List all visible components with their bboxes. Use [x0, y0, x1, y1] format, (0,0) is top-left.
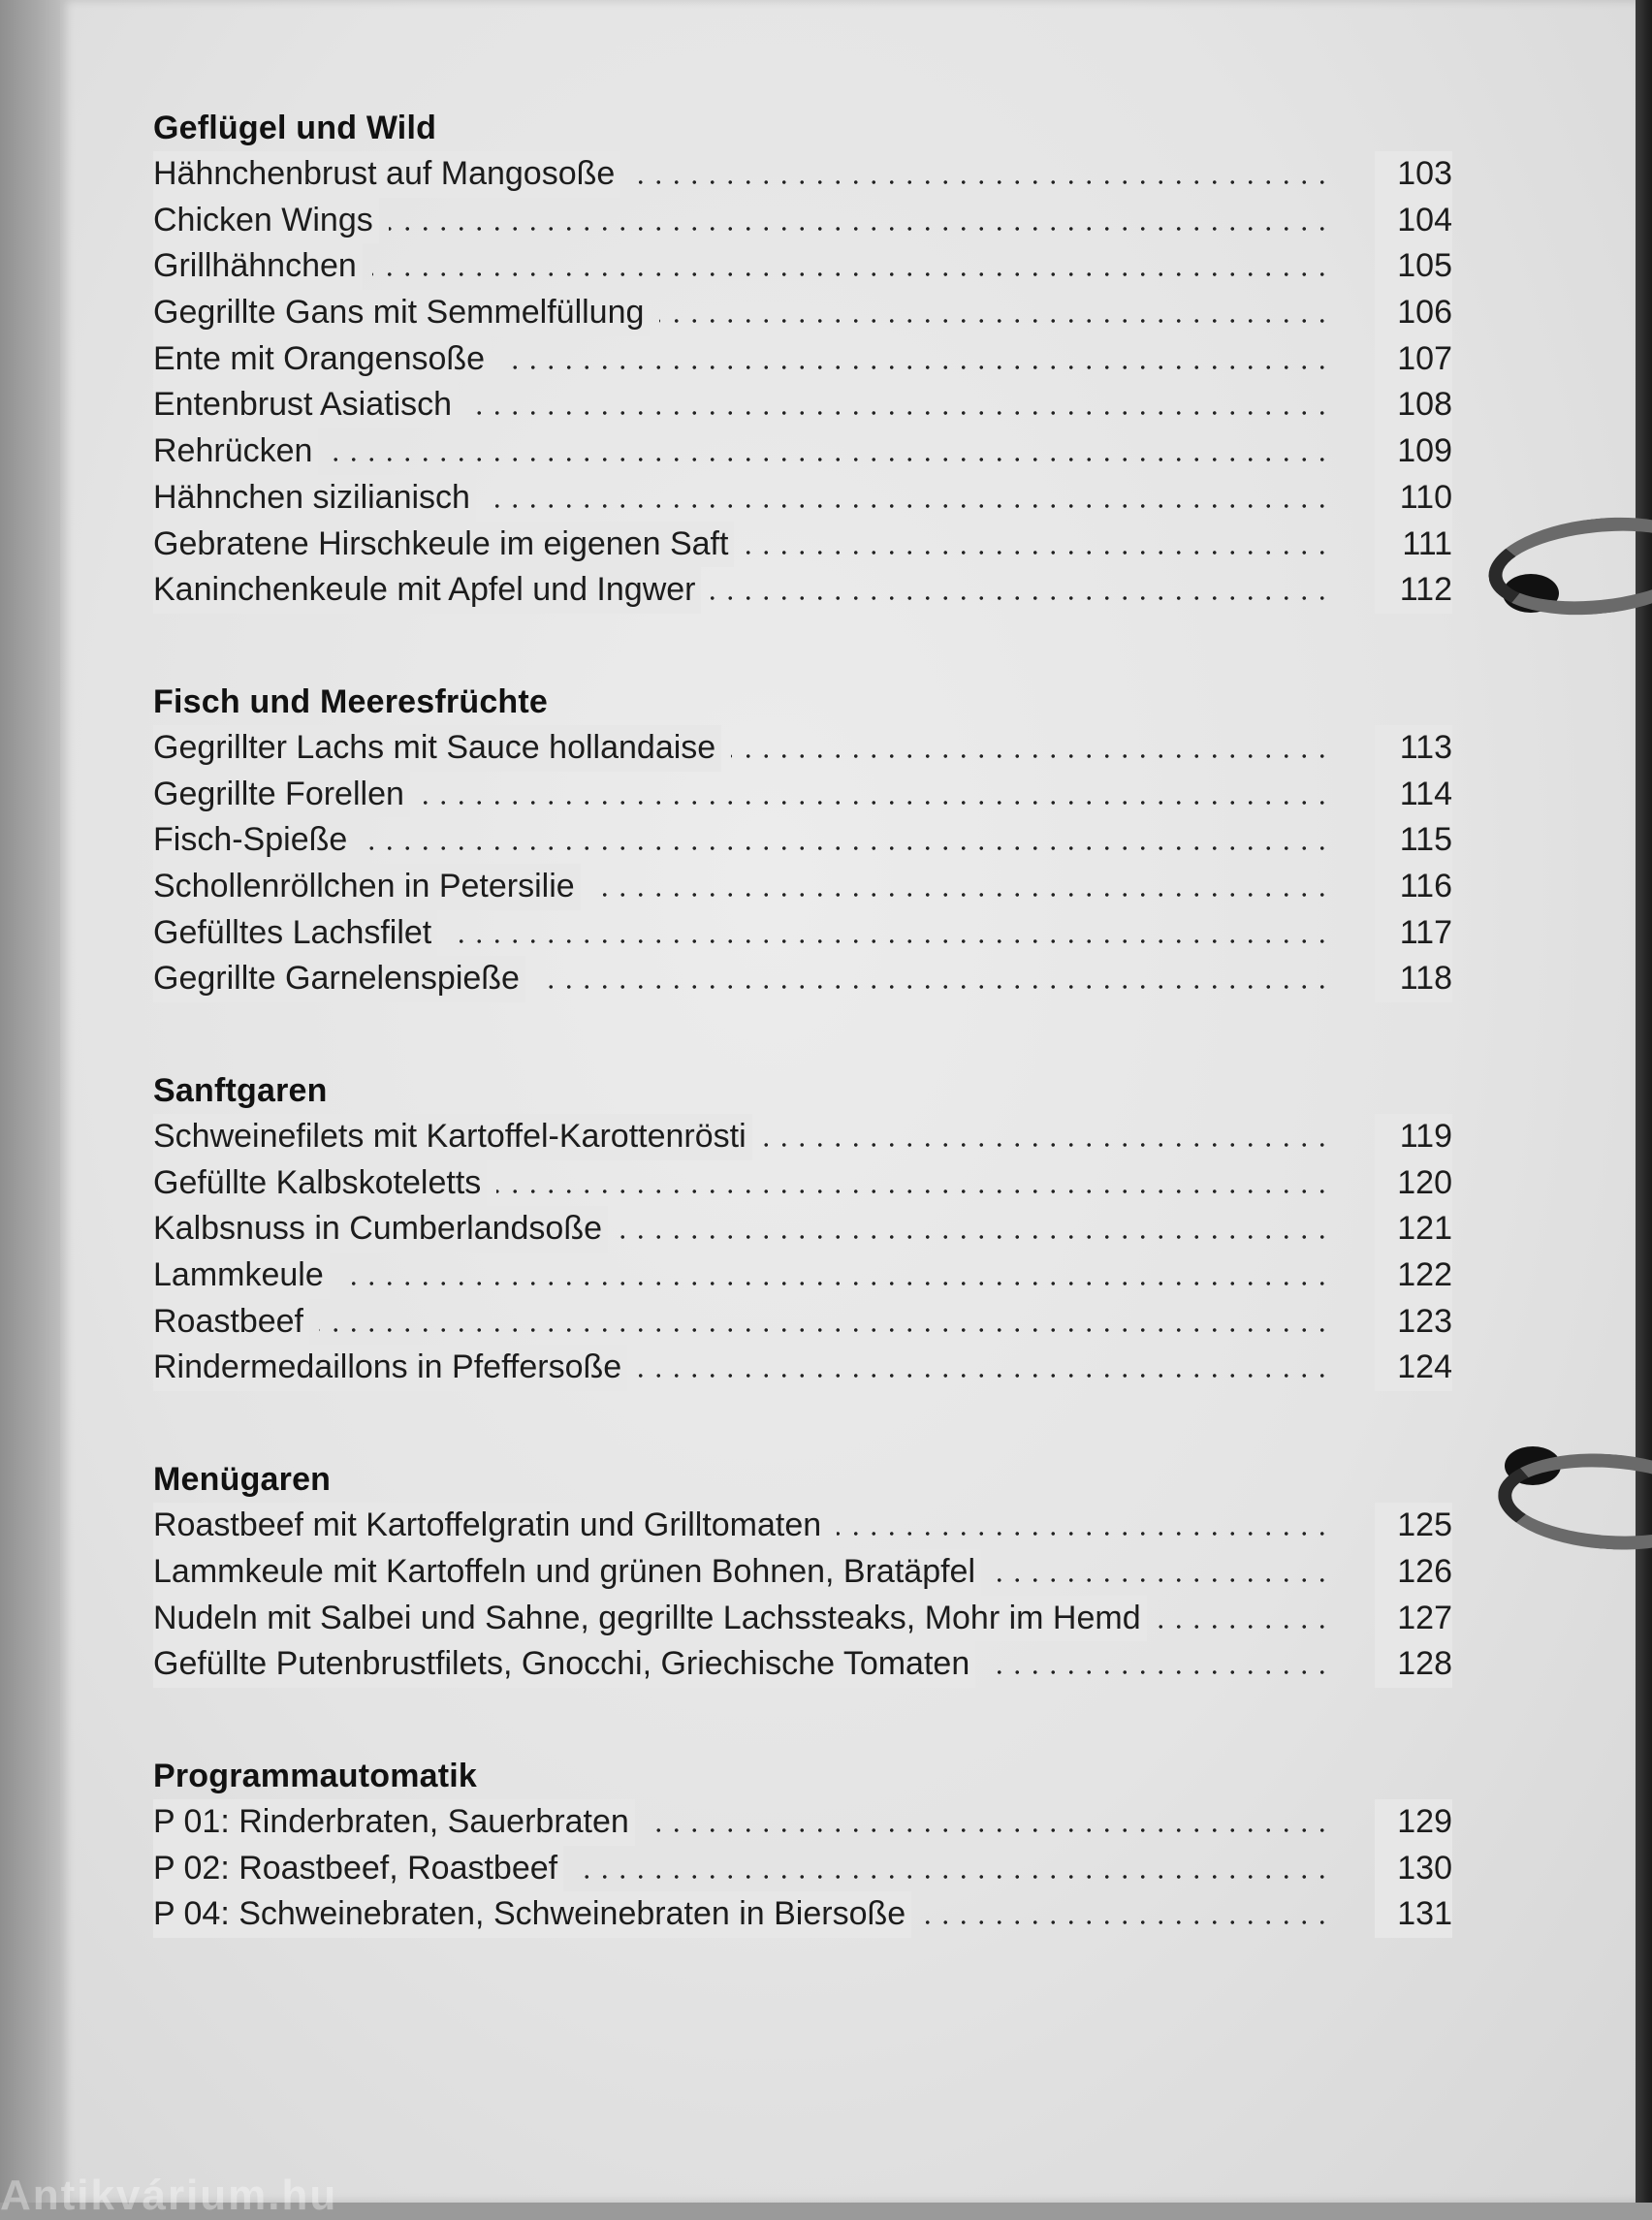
section-title: Geflügel und Wild — [153, 110, 437, 146]
dot-leader — [339, 1282, 1331, 1285]
dot-leader — [637, 1374, 1331, 1378]
section-menuegaren — [153, 1456, 1452, 1688]
dot-leader — [659, 319, 1331, 323]
entry-page-number: 127 — [1375, 1596, 1452, 1642]
entry-page-number: 107 — [1375, 336, 1452, 383]
right-binder-edge — [1636, 0, 1652, 2203]
dot-leader — [837, 1532, 1331, 1536]
entry-page-number: 112 — [1375, 567, 1452, 614]
entry-list — [153, 1503, 1452, 1688]
toc-entry[interactable] — [153, 817, 1452, 864]
entry-title: Gegrillter Lachs mit Sauce hollandaise — [153, 728, 716, 766]
dot-leader — [372, 272, 1331, 276]
section-title: Fisch und Meeresfrüchte — [153, 682, 549, 720]
dot-leader — [711, 596, 1331, 600]
dot-leader — [447, 939, 1331, 943]
entry-title: Gefüllte Kalbskoteletts — [153, 1163, 482, 1201]
dot-leader — [731, 754, 1331, 758]
toc-entry[interactable] — [153, 1160, 1452, 1207]
entry-title: Schollenröllchen in Petersilie — [153, 867, 575, 904]
entry-page-number: 119 — [1375, 1114, 1452, 1160]
toc-entry[interactable] — [153, 243, 1452, 290]
entry-title: Nudeln mit Salbei und Sahne, gegrillte Lachssteaks, Mohr im Hemd — [153, 1599, 1141, 1636]
entry-title: Rindermedaillons in Pfeffersoße — [153, 1348, 622, 1386]
dot-leader — [921, 1920, 1331, 1924]
section-title: Sanftgaren — [153, 1072, 328, 1109]
entry-title: Ente mit Orangensoße — [153, 339, 486, 377]
toc-entry[interactable] — [153, 151, 1452, 198]
toc-entry[interactable] — [153, 1206, 1452, 1253]
entry-title: Hähnchen sizilianisch — [153, 478, 470, 516]
toc-entry[interactable] — [153, 1799, 1452, 1846]
entry-title: Gebratene Hirschkeule im eigenen Saft — [153, 524, 729, 562]
toc-entry[interactable] — [153, 1596, 1452, 1642]
entry-page-number: 103 — [1375, 151, 1452, 198]
entry-page-number: 115 — [1375, 817, 1452, 864]
toc-entry[interactable] — [153, 864, 1452, 910]
entry-page-number: 125 — [1375, 1503, 1452, 1549]
dot-leader — [573, 1875, 1331, 1879]
toc-entry[interactable] — [153, 198, 1452, 244]
entry-title: Roastbeef mit Kartoffelgratin und Grilltomaten — [153, 1506, 822, 1544]
watermark-text: Antikvárium.hu — [0, 2172, 338, 2219]
dot-leader — [420, 801, 1331, 805]
entry-page-number: 116 — [1375, 864, 1452, 910]
dot-leader — [744, 551, 1331, 555]
entry-title: P 04: Schweinebraten, Schweinebraten in Biersoße — [153, 1895, 906, 1933]
dot-leader — [389, 227, 1331, 231]
section-sanftgaren — [153, 1067, 1452, 1391]
entry-list — [153, 1799, 1452, 1938]
dot-leader — [496, 1189, 1331, 1193]
entry-page-number: 106 — [1375, 290, 1452, 336]
toc-entry[interactable] — [153, 772, 1452, 818]
entry-title: Gegrillte Garnelenspieße — [153, 960, 520, 998]
dot-leader — [467, 411, 1331, 415]
section-title: Menügaren — [153, 1461, 332, 1499]
entry-title: Kalbsnuss in Cumberlandsoße — [153, 1210, 603, 1248]
entry-page-number: 122 — [1375, 1253, 1452, 1299]
dot-leader — [1157, 1625, 1331, 1629]
toc-entry[interactable] — [153, 382, 1452, 428]
toc-entry[interactable] — [153, 1114, 1452, 1160]
entry-page-number: 131 — [1375, 1891, 1452, 1938]
entry-page-number: 114 — [1375, 772, 1452, 818]
toc-entry[interactable] — [153, 1253, 1452, 1299]
entry-page-number: 109 — [1375, 428, 1452, 475]
entry-page-number: 104 — [1375, 198, 1452, 244]
entry-page-number: 128 — [1375, 1641, 1452, 1688]
entry-title: Gegrillte Gans mit Semmelfüllung — [153, 294, 645, 332]
toc-entry[interactable] — [153, 1549, 1452, 1596]
toc-entry[interactable] — [153, 725, 1452, 772]
entry-title: Entenbrust Asiatisch — [153, 386, 453, 424]
entry-page-number: 108 — [1375, 382, 1452, 428]
entry-title: Fisch-Spieße — [153, 821, 348, 859]
dot-leader — [590, 893, 1331, 897]
entry-title: Kaninchenkeule mit Apfel und Ingwer — [153, 571, 696, 609]
toc-entry[interactable] — [153, 1503, 1452, 1549]
dot-leader — [328, 458, 1331, 461]
section-fisch-meeresfruechte — [153, 679, 1452, 1002]
entry-page-number: 130 — [1375, 1846, 1452, 1892]
entry-title: Gegrillte Forellen — [153, 775, 404, 812]
entry-page-number: 118 — [1375, 956, 1452, 1002]
entry-title: Gefülltes Lachsfilet — [153, 913, 432, 951]
toc-entry[interactable] — [153, 428, 1452, 475]
toc-entry[interactable] — [153, 956, 1452, 1002]
entry-list — [153, 725, 1452, 1002]
toc-entry[interactable] — [153, 336, 1452, 383]
dot-leader — [319, 1328, 1331, 1332]
entry-title: Chicken Wings — [153, 201, 373, 238]
entry-page-number: 113 — [1375, 725, 1452, 772]
entry-title: Lammkeule — [153, 1256, 324, 1294]
entry-page-number: 126 — [1375, 1549, 1452, 1596]
toc-entry[interactable] — [153, 522, 1452, 568]
left-page-edge — [0, 0, 60, 2203]
entry-title: Lammkeule mit Kartoffeln und grünen Bohnen, Bratäpfel — [153, 1552, 976, 1590]
toc-entry[interactable] — [153, 1641, 1452, 1688]
entry-page-number: 121 — [1375, 1206, 1452, 1253]
entry-title: Schweinefilets mit Kartoffel-Karottenrösti — [153, 1118, 747, 1155]
entry-title: Rehrücken — [153, 432, 313, 470]
entry-page-number: 105 — [1375, 243, 1452, 290]
toc-entry[interactable] — [153, 910, 1452, 957]
entry-title: P 01: Rinderbraten, Sauerbraten — [153, 1802, 629, 1840]
dot-leader — [991, 1578, 1331, 1582]
entry-title: Gefüllte Putenbrustfilets, Gnocchi, Griechische Tomaten — [153, 1645, 970, 1683]
toc-entry[interactable] — [153, 1846, 1452, 1892]
dot-leader — [363, 846, 1331, 850]
section-title: Programmautomatik — [153, 1757, 478, 1794]
entry-title: P 02: Roastbeef, Roastbeef — [153, 1849, 558, 1887]
table-of-contents — [153, 105, 1452, 1938]
dot-leader — [630, 180, 1331, 184]
dot-leader — [985, 1670, 1331, 1674]
entry-title: Grillhähnchen — [153, 247, 357, 285]
entry-page-number: 111 — [1375, 522, 1452, 568]
dot-leader — [645, 1828, 1331, 1832]
toc-entry[interactable] — [153, 290, 1452, 336]
entry-page-number: 110 — [1375, 475, 1452, 522]
dot-leader — [762, 1143, 1331, 1147]
toc-entry[interactable] — [153, 1345, 1452, 1391]
dot-leader — [500, 365, 1331, 369]
entry-title: Roastbeef — [153, 1302, 303, 1340]
toc-entry[interactable] — [153, 1891, 1452, 1938]
section-gefluegel-wild — [153, 105, 1452, 614]
dot-leader — [535, 985, 1331, 989]
dot-leader — [618, 1235, 1331, 1239]
entry-page-number: 129 — [1375, 1799, 1452, 1846]
section-programmautomatik — [153, 1753, 1452, 1938]
toc-entry[interactable] — [153, 567, 1452, 614]
entry-title: Hähnchenbrust auf Mangosoße — [153, 155, 616, 192]
dot-leader — [486, 504, 1331, 508]
entry-page-number: 124 — [1375, 1345, 1452, 1391]
toc-entry[interactable] — [153, 1299, 1452, 1346]
entry-list — [153, 1114, 1452, 1391]
entry-page-number: 117 — [1375, 910, 1452, 957]
entry-page-number: 120 — [1375, 1160, 1452, 1207]
entry-list — [153, 151, 1452, 614]
toc-entry[interactable] — [153, 475, 1452, 522]
entry-page-number: 123 — [1375, 1299, 1452, 1346]
